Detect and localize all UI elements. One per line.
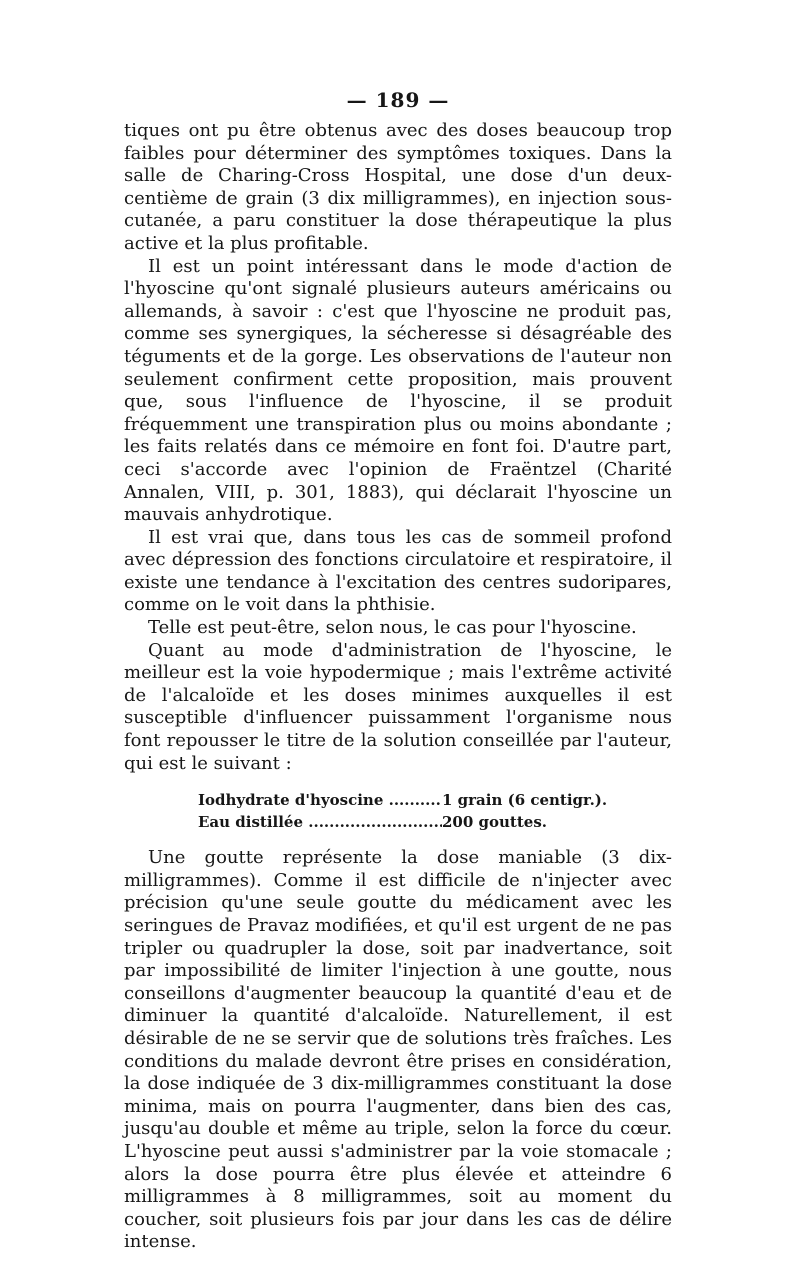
formula-quantity: 200 gouttes.: [442, 813, 547, 832]
page-number: — 189 —: [346, 88, 450, 112]
paragraph: Il est vrai que, dans tous les cas de sommeil profond avec dépression des fonctions circulatoire et respiratoire, il existe une tendance à l'excitation des centres sudoripares, comme on le voit dans la phthisie.: [124, 526, 672, 616]
paragraph: tiques ont pu être obtenus avec des doses beaucoup trop faibles pour déterminer des symptômes toxiques. Dans la salle de Charing-Cross Hospital, une dose d'un deux-centième de grain (3 dix milligrammes), en injection sous-cutanée, a paru constituer la dose thérapeutique la plus active et la plus profitable.: [124, 120, 672, 254]
formula-quantity: 1 grain (6 centigr.).: [442, 791, 608, 810]
formula-ingredient: Iodhydrate d'hyoscine .....: [198, 789, 442, 811]
body-text: [124, 120, 672, 775]
formula-row: [198, 789, 672, 811]
formula: [198, 789, 672, 833]
formula-ingredient: Eau distillée .....: [198, 811, 442, 833]
body-text: [124, 847, 672, 1254]
paragraph: Une goutte représente la dose maniable (3 dix-milligrammes). Comme il est difficile de n'injecter avec précision qu'une seule goutte du médicament avec les seringues de Pravaz modifiées, et qu'il est urgent de ne pas tripler ou quadrupler la dose, soit par inadvertance, soit par impossibilité de limiter l'injection à une goutte, nous conseillons d'augmenter beaucoup la quantité d'eau et de diminuer la quantité d'alcaloïde. Naturellement, il est désirable de ne se servir que de solutions très fraîches. Les conditions du malade devront être prises en considération, la dose indiquée de 3 dix-milligrammes constituant la dose minima, mais on pourra l'augmenter, dans bien des cas, jusqu'au double et même au triple, selon la force du cœur. L'hyoscine peut aussi s'administrer par la voie stomacale ; alors la dose pourra être plus élevée et atteindre 6 milligrammes à 8 milligrammes, soit au moment du coucher, soit plusieurs fois par jour dans les cas de délire intense.: [124, 847, 672, 1253]
paragraph: Telle est peut-être, selon nous, le cas pour l'hyoscine.: [148, 617, 637, 639]
book-page: [124, 88, 672, 1254]
paragraph: Quant au mode d'administration de l'hyoscine, le meilleur est la voie hypodermique ; mais l'extrême activité de l'alcaloïde et les doses minimes auxquelles il est susceptible d'influencer puissamment l'organisme nous font repousser le titre de la solution conseillée par l'auteur, qui est le suivant :: [124, 639, 672, 774]
paragraph: Il est un point intéressant dans le mode d'action de l'hyoscine qu'ont signalé plusieurs auteurs américains ou allemands, à savoir : c'est que l'hyoscine ne produit pas, comme ses synergiques, la sécheresse si désagréable des téguments et de la gorge. Les observations de l'auteur non seulement confirment cette proposition, mais prouvent que, sous l'influence de l'hyoscine, il se produit fréquemment une transpiration plus ou moins abondante ; les faits relatés dans ce mémoire en font foi. D'autre part, ceci s'accorde avec l'opinion de Fraëntzel (Charité Annalen, VIII, p. 301, 1883), qui déclarait l'hyoscine un mauvais anhydrotique.: [124, 255, 672, 526]
formula-row: [198, 811, 672, 833]
